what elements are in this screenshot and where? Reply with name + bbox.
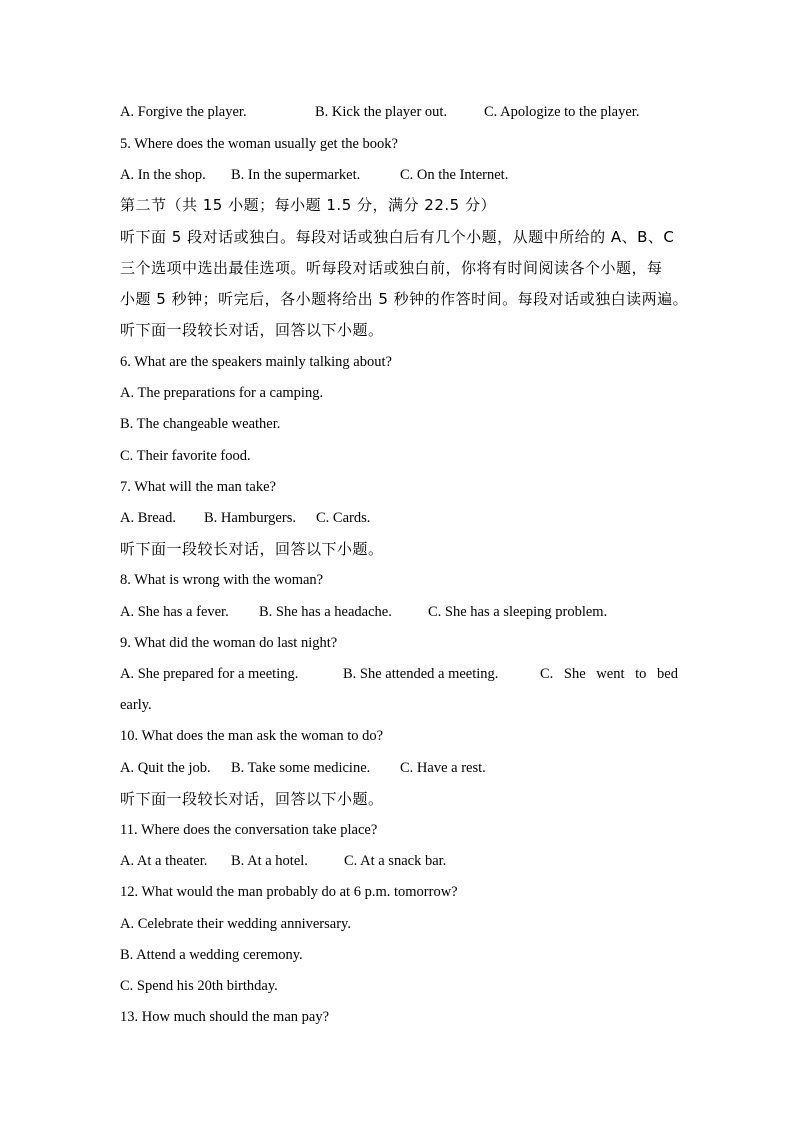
q8-option-a: A. She has a fever. [120, 604, 229, 620]
q7-option-a: A. Bread. [120, 510, 176, 526]
q8-option-c: C. She has a sleeping problem. [428, 604, 608, 620]
q8-option-b: B. She has a headache. [259, 604, 392, 620]
q7-question: 7. What will the man take? [120, 479, 276, 495]
listen-prompt-1: 听下面一段较长对话，回答以下小题。 [120, 321, 384, 339]
section2-instruction-line-1: 听下面 5 段对话或独白。每段对话或独白后有几个小题，从题中所给的 A、B、C [120, 228, 675, 246]
q10-option-b: B. Take some medicine. [231, 760, 371, 776]
q9-option-c-continued: early. [120, 697, 152, 713]
q6-question: 6. What are the speakers mainly talking about? [120, 354, 392, 370]
q6-option-c: C. Their favorite food. [120, 448, 251, 464]
q9-option-a: A. She prepared for a meeting. [120, 666, 299, 682]
q5-question: 5. Where does the woman usually get the book? [120, 136, 398, 152]
q11-option-a: A. At a theater. [120, 853, 208, 869]
q10-question: 10. What does the man ask the woman to do? [120, 728, 384, 744]
section2-instruction-line-3: 小题 5 秒钟；听完后，各小题将给出 5 秒钟的作答时间。每段对话或独白读两遍。 [120, 290, 689, 308]
q7-option-c: C. Cards. [316, 510, 371, 526]
q5-option-b: B. In the supermarket. [231, 167, 361, 183]
section2-heading: 第二节（共 15 小题；每小题 1.5 分，满分 22.5 分） [120, 196, 496, 214]
q9-question: 9. What did the woman do last night? [120, 635, 338, 651]
section2-instruction-line-2: 三个选项中选出最佳选项。听每段对话或独白前，你将有时间阅读各个小题，每 [120, 259, 663, 277]
q5-option-a: A. In the shop. [120, 167, 206, 183]
q11-option-c: C. At a snack bar. [344, 853, 447, 869]
q12-option-c: C. Spend his 20th birthday. [120, 978, 278, 994]
q12-question: 12. What would the man probably do at 6 p.m. tomorrow? [120, 884, 458, 900]
q4-option-c: C. Apologize to the player. [484, 104, 640, 120]
q13-question: 13. How much should the man pay? [120, 1009, 330, 1025]
q10-option-c: C. Have a rest. [400, 760, 486, 776]
q4-option-b: B. Kick the player out. [315, 104, 448, 120]
listen-prompt-2: 听下面一段较长对话，回答以下小题。 [120, 540, 384, 558]
q12-option-b: B. Attend a wedding ceremony. [120, 947, 303, 963]
q9-option-c: C. She went to bed [540, 666, 678, 682]
q7-option-b: B. Hamburgers. [204, 510, 296, 526]
q11-option-b: B. At a hotel. [231, 853, 308, 869]
q11-question: 11. Where does the conversation take place? [120, 822, 378, 838]
q12-option-a: A. Celebrate their wedding anniversary. [120, 916, 351, 932]
q6-option-a: A. The preparations for a camping. [120, 385, 324, 401]
q8-question: 8. What is wrong with the woman? [120, 572, 324, 588]
q4-option-a: A. Forgive the player. [120, 104, 247, 120]
q6-option-b: B. The changeable weather. [120, 416, 281, 432]
listen-prompt-3: 听下面一段较长对话，回答以下小题。 [120, 790, 384, 808]
q10-option-a: A. Quit the job. [120, 760, 211, 776]
q5-option-c: C. On the Internet. [400, 167, 509, 183]
q9-option-b: B. She attended a meeting. [343, 666, 499, 682]
